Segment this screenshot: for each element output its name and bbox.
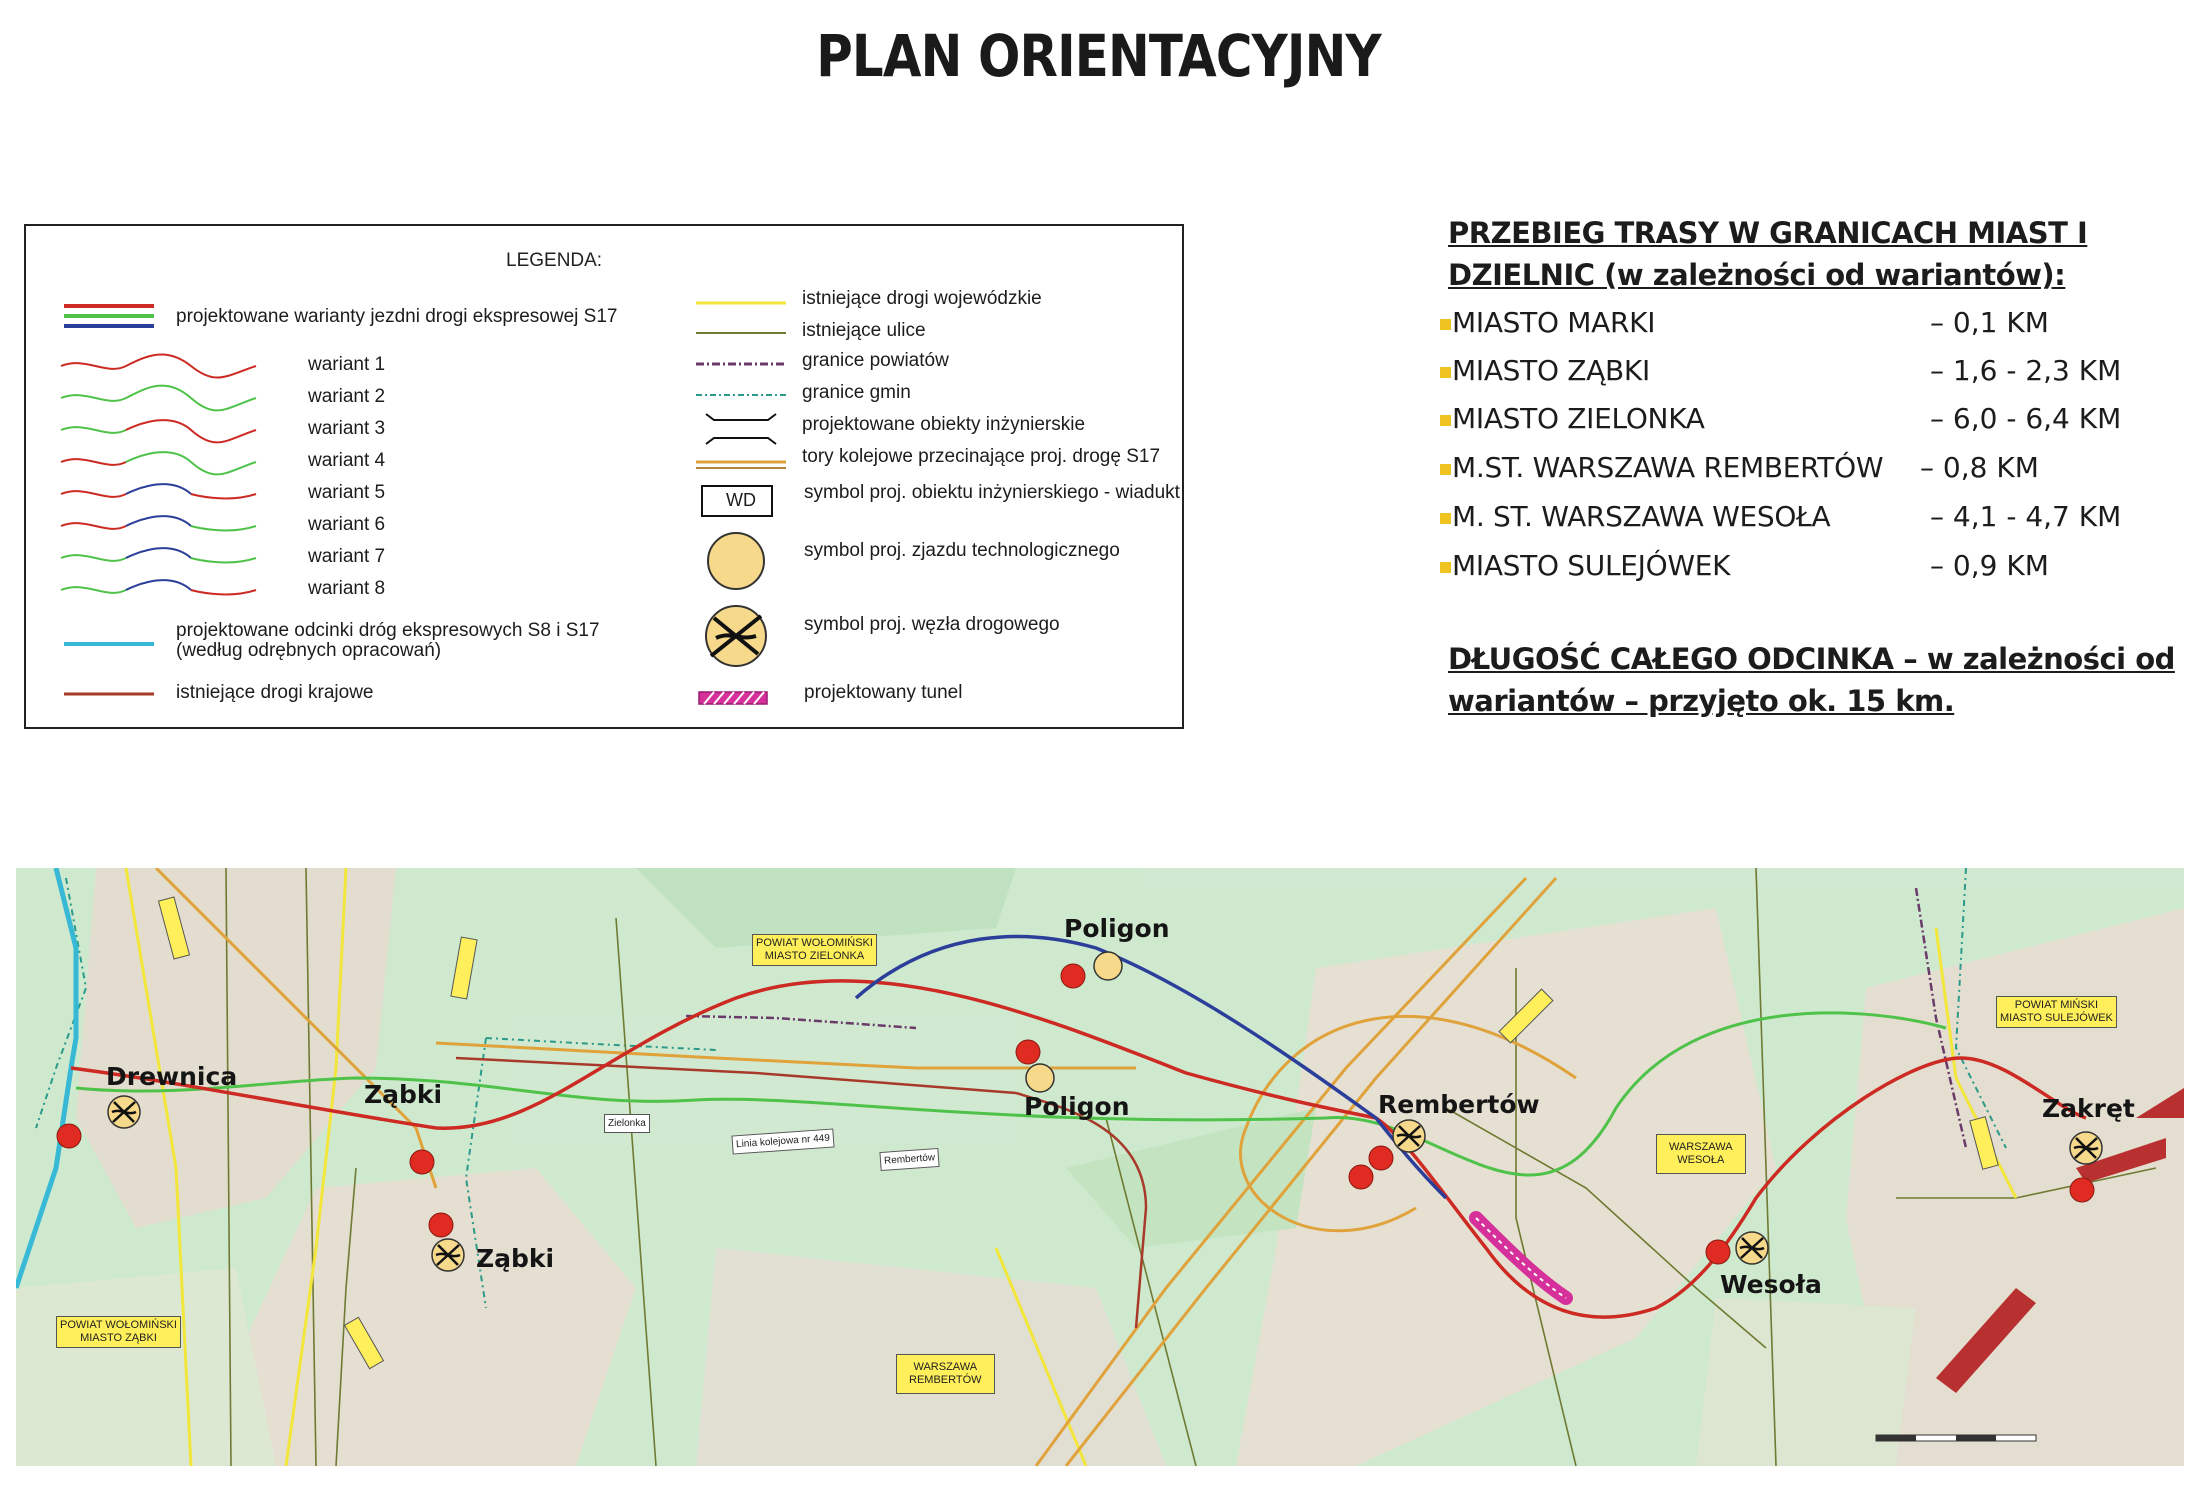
route-info-panel — [1440, 208, 2175, 728]
map-tag-rembertow: Rembertów — [879, 1148, 939, 1171]
map-tag-zielonka: Zielonka — [604, 1114, 650, 1133]
legend-label-wezel: symbol proj. węzła drogowego — [804, 614, 1060, 635]
legend-label-s17: projektowane warianty jezdni drogi ekspresowej S17 — [176, 306, 618, 327]
route-row-value: – 0,1 KM — [1930, 306, 2049, 339]
route-row-sulejowek — [1440, 549, 2140, 589]
legend-sym-w1 — [61, 354, 256, 377]
legend-sym-w3b — [126, 420, 256, 442]
route-row-name: MIASTO ZĄBKI — [1452, 354, 1650, 387]
legend-sym-w8a — [61, 587, 126, 593]
map-box-zielonka — [752, 934, 877, 966]
route-row-rembertow — [1440, 451, 2140, 491]
route-row-name: MIASTO ZIELONKA — [1452, 402, 1705, 435]
legend-sym-w7a — [61, 555, 126, 561]
legend-sym-zjazd — [708, 533, 764, 589]
legend-label-w4: wariant 4 — [308, 450, 386, 471]
box-line-1: POWIAT WOŁOMIŃSKI — [756, 937, 873, 949]
route-row-value: – 4,1 - 4,7 KM — [1930, 500, 2122, 533]
map-label-poligon-north: Poligon — [1064, 914, 1170, 943]
map-scale-bar — [1876, 1435, 2036, 1441]
route-row-name: MIASTO SULEJÓWEK — [1452, 549, 1731, 582]
legend-sym-w4b — [126, 452, 256, 474]
legend-sym-w7b — [126, 548, 191, 558]
legend-label-obiekty: projektowane obiekty inżynierskie — [802, 414, 1086, 435]
route-info-header-1: PRZEBIEG TRASY W GRANICACH MIAST I — [1448, 216, 2088, 250]
legend-label-wd: symbol proj. obiektu inżynierskiego - wiadukt — [804, 482, 1180, 503]
legend-label-w2: wariant 2 — [308, 386, 386, 407]
legend-label-gmin: granice gmin — [802, 382, 911, 403]
route-row-zielonka — [1440, 402, 2140, 442]
legend-sym-w5c — [191, 494, 256, 498]
bullet-icon — [1440, 562, 1451, 573]
route-row-value: – 1,6 - 2,3 KM — [1930, 354, 2122, 387]
legend-label-w5: wariant 5 — [308, 482, 386, 503]
legend-label-tunel: projektowany tunel — [804, 682, 963, 703]
route-row-zabki — [1440, 354, 2140, 394]
route-length-2: wariantów – przyjęto ok. 15 km. — [1448, 684, 1955, 718]
legend-label-w7: wariant 7 — [308, 546, 386, 567]
map-box-zabki — [56, 1316, 181, 1348]
legend-label-w3: wariant 3 — [308, 418, 386, 439]
legend-label-kraj: istniejące drogi krajowe — [176, 682, 374, 703]
legend-sym-w6c — [191, 526, 256, 530]
box-line-2: WESOŁA — [1677, 1154, 1725, 1166]
bullet-icon — [1440, 319, 1451, 330]
legend-sym-obiekty — [706, 414, 776, 444]
box-line-1: WARSZAWA — [1669, 1141, 1733, 1153]
route-row-value: – 0,8 KM — [1920, 451, 2039, 484]
box-line-1: WARSZAWA — [913, 1361, 978, 1373]
map-label-poligon-south: Poligon — [1024, 1092, 1130, 1121]
legend-sym-w2 — [61, 386, 256, 411]
legend-label-woj: istniejące drogi wojewódzkie — [802, 288, 1042, 309]
map-label-zabki-south: Ząbki — [476, 1244, 555, 1273]
map-box-sulejowek — [1996, 996, 2117, 1028]
legend-wd-badge: WD — [726, 490, 756, 510]
route-row-value: – 0,9 KM — [1930, 549, 2049, 582]
map-label-rembertow: Rembertów — [1378, 1090, 1540, 1119]
legend-sym-tory — [696, 462, 786, 468]
legend-sym-w5a — [61, 491, 126, 497]
bullet-icon — [1440, 415, 1451, 426]
route-info-header-2: DZIELNIC (w zależności od wariantów): — [1448, 258, 2066, 292]
legend-sym-w6a — [61, 523, 126, 529]
legend-sym-w3a — [61, 427, 126, 433]
legend-label-tory: tory kolejowe przecinające proj. drogę S17 — [802, 446, 1161, 467]
legend-label-w6: wariant 6 — [308, 514, 386, 535]
legend-sym-s17 — [64, 306, 154, 326]
legend-sym-w5b — [126, 484, 191, 494]
legend-sym-w8b — [126, 580, 191, 590]
route-row-value: – 6,0 - 6,4 KM — [1930, 402, 2122, 435]
legend-sym-w7c — [191, 558, 256, 562]
legend-label-ulice: istniejące ulice — [802, 320, 926, 341]
route-row-name: M. ST. WARSZAWA WESOŁA — [1452, 500, 1831, 533]
map-label-zabki-north: Ząbki — [364, 1080, 443, 1109]
legend-label-w1: wariant 1 — [308, 354, 386, 375]
bullet-icon — [1440, 513, 1451, 524]
box-line-2: MIASTO ZĄBKI — [80, 1332, 157, 1344]
route-row-marki — [1440, 306, 2140, 346]
bullet-icon — [1440, 367, 1451, 378]
route-map — [16, 868, 2184, 1466]
legend-label-powiat: granice powiatów — [802, 350, 949, 371]
legend-label-w8: wariant 8 — [308, 578, 386, 599]
route-row-wesola — [1440, 500, 2140, 540]
box-line-2: MIASTO ZIELONKA — [764, 950, 865, 962]
box-line-2: REMBERTÓW — [909, 1374, 982, 1386]
map-label-drewnica: Drewnica — [106, 1062, 238, 1091]
map-tag-linia-449: Linia kolejowa nr 449 — [731, 1128, 834, 1154]
route-row-name: MIASTO MARKI — [1452, 306, 1656, 339]
route-length-1: DŁUGOŚĆ CAŁEGO ODCINKA – w zależności od — [1448, 642, 2175, 676]
map-box-wesola — [1656, 1134, 1746, 1174]
legend-sym-w4a — [61, 459, 126, 465]
legend-symbols-right — [656, 226, 796, 731]
map-box-rembertow — [896, 1354, 995, 1394]
route-row-name: M.ST. WARSZAWA REMBERTÓW — [1452, 451, 1884, 484]
legend — [24, 224, 1184, 729]
map-label-zakret: Zakręt — [2042, 1094, 2135, 1123]
bullet-icon — [1440, 464, 1451, 475]
legend-label-s8: projektowane odcinki dróg ekspresowych S8 i S17 — [176, 620, 600, 641]
legend-sym-w6b — [126, 516, 191, 526]
route-map-svg — [16, 868, 2184, 1466]
box-line-2: MIASTO SULEJÓWEK — [2000, 1012, 2113, 1024]
legend-title: LEGENDA: — [506, 250, 603, 271]
box-line-1: POWIAT WOŁOMIŃSKI — [60, 1319, 177, 1331]
legend-sym-w8c — [191, 590, 256, 594]
box-line-1: POWIAT MIŃSKI — [2014, 999, 2099, 1011]
legend-label-s8-note: (według odrębnych opracowań) — [176, 640, 442, 661]
map-label-wesola: Wesoła — [1720, 1270, 1822, 1299]
page-title: PLAN ORIENTACYJNY — [816, 22, 1381, 90]
legend-sym-wezel — [706, 606, 766, 666]
legend-label-zjazd: symbol proj. zjazdu technologicznego — [804, 540, 1120, 561]
